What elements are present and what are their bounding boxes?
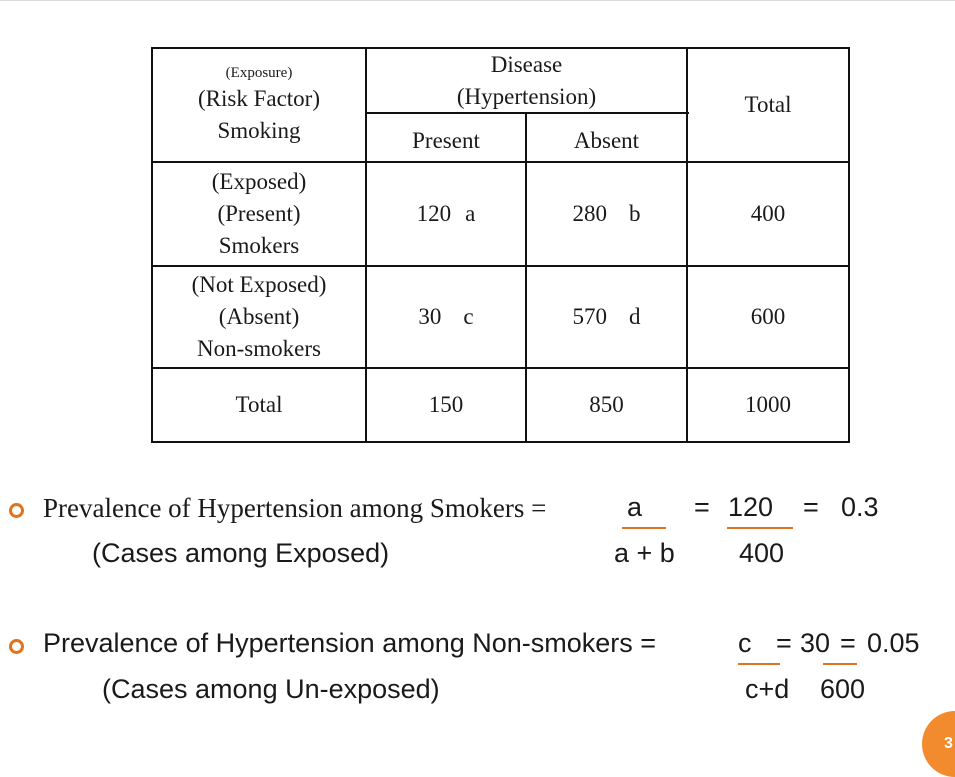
formula1-subtitle: (Cases among Exposed)	[92, 538, 390, 568]
cell-value: 150	[428, 392, 464, 417]
cell-a	[367, 163, 525, 265]
formula2-equals: =	[776, 628, 792, 658]
formula1-title: Prevalence of Hypertension among Smokers =	[43, 493, 547, 523]
smoking-label: Smoking	[217, 118, 301, 143]
header-disease	[367, 49, 686, 112]
formula1-value-denominator: 400	[739, 538, 785, 568]
formula2-subtitle: (Cases among Un-exposed)	[102, 674, 440, 704]
page-number-badge	[922, 711, 955, 777]
total-row-label	[153, 369, 365, 441]
cell-value: 600	[750, 304, 786, 329]
formula2-result: 0.05	[867, 628, 920, 658]
absent-label: Absent	[573, 128, 640, 153]
cell-value: 570	[572, 304, 607, 329]
formula2-denominator: c+d	[745, 674, 790, 704]
formula2-title: Prevalence of Hypertension among Non-smokers =	[43, 628, 657, 658]
formula1-equals: =	[803, 492, 819, 522]
row-label-line: (Present)	[217, 201, 301, 226]
bullet-icon	[9, 639, 24, 654]
top-rule	[0, 0, 955, 1]
cell-letter: c	[463, 304, 474, 329]
formula1-result: 0.3	[841, 492, 879, 522]
cell-letter: d	[629, 304, 641, 329]
formula2-value-underline	[823, 663, 857, 665]
cell-value: 850	[589, 392, 624, 417]
bullet-icon	[9, 503, 24, 518]
row-label-line: (Exposed)	[211, 169, 307, 194]
cell-value: 30	[418, 304, 442, 329]
row-label-line: Non-smokers	[197, 336, 321, 361]
header-present	[367, 114, 525, 161]
formula2-numerator-underline	[738, 663, 780, 665]
hypertension-label: (Hypertension)	[456, 83, 597, 109]
row-label-line: Smokers	[218, 233, 300, 258]
total-label: Total	[744, 92, 792, 117]
present-label: Present	[412, 128, 480, 153]
table-border-bottom	[151, 441, 850, 443]
header-total	[688, 49, 848, 161]
cell-value: 400	[750, 201, 786, 226]
cell-value: 1000	[745, 392, 791, 417]
cell-row1-total	[688, 163, 848, 265]
cell-row2-total	[688, 267, 848, 367]
cell-value: 120	[416, 201, 452, 226]
cell-value: 280	[572, 201, 607, 226]
cell-b	[527, 163, 686, 265]
cell-letter: b	[629, 201, 641, 226]
cell-d	[527, 267, 686, 367]
formula1-value-numerator: 120	[728, 492, 774, 522]
row-label-line: (Absent)	[218, 304, 300, 329]
header-absent	[527, 114, 686, 161]
formula1-numerator: a	[627, 492, 643, 522]
formula1-equals: =	[694, 492, 710, 522]
row-label-non-smokers	[153, 267, 365, 367]
row-label-line: (Not Exposed)	[191, 272, 327, 297]
formula2-numerator: c	[738, 628, 752, 658]
formula1-denominator: a + b	[614, 538, 675, 568]
grand-total	[688, 369, 848, 441]
formula2-value-denominator: 600	[820, 674, 866, 704]
total-row-text: Total	[235, 392, 283, 417]
contingency-table	[151, 47, 850, 443]
cell-c	[367, 267, 525, 367]
page-number: 3	[944, 735, 953, 752]
formula1-numerator-underline	[622, 527, 666, 529]
disease-label: Disease	[490, 51, 563, 77]
cell-letter: a	[465, 201, 476, 226]
total-present	[367, 369, 525, 441]
formula2-value-numerator: 30	[800, 628, 831, 658]
total-absent	[527, 369, 686, 441]
table-border-right	[848, 47, 850, 443]
exposure-label: (Exposure)	[225, 65, 293, 81]
formula2-equals: =	[840, 628, 856, 658]
header-risk-factor	[153, 49, 365, 161]
row-label-smokers	[153, 163, 365, 265]
formula1-value-underline	[727, 527, 793, 529]
risk-factor-label: (Risk Factor)	[197, 86, 320, 111]
